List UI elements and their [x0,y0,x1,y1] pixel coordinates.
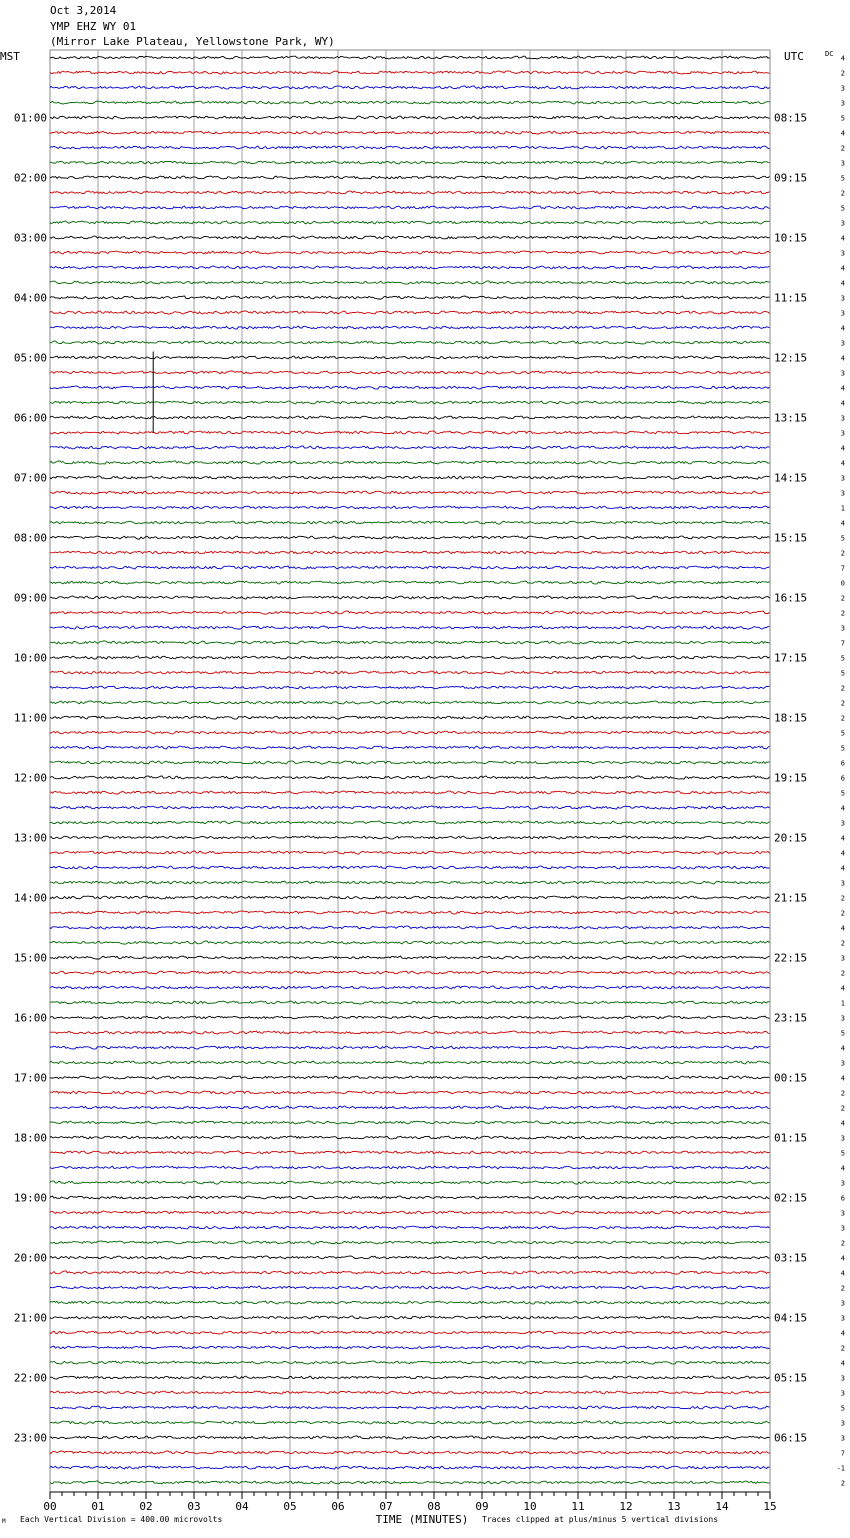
dc-offset-label: 3 [840,1179,845,1188]
dc-offset-label: 2 [840,69,845,78]
dc-offset-label: 4 [840,399,845,408]
utc-hour-label: 20:15 [774,831,808,845]
trace-row [50,146,770,149]
dc-offset-label: 5 [840,204,845,213]
utc-hour-label: 09:15 [774,171,808,185]
dc-offset-label: 4 [840,384,845,393]
trace-row [50,911,770,914]
dc-offset-label: 4 [840,1359,845,1368]
dc-offset-label: 3 [840,954,845,963]
dc-offset-label: 4 [840,264,845,273]
trace-row [50,731,770,734]
mst-hour-label: 14:00 [13,891,47,905]
mst-hour-label: 16:00 [13,1011,47,1025]
trace-row [50,1466,770,1469]
x-tick-label: 00 [43,1500,57,1513]
utc-hour-label: 05:15 [774,1371,808,1385]
trace-row [50,1316,770,1319]
x-tick-label: 04 [235,1500,249,1513]
trace-row [50,1211,770,1214]
dc-offset-label: 6 [840,774,845,783]
trace-row [50,326,770,329]
dc-offset-label: 1 [840,504,845,513]
trace-row [50,1181,770,1184]
dc-offset-label: 3 [840,1299,845,1308]
trace-row [50,1346,770,1349]
dc-offset-label: 3 [840,1209,845,1218]
utc-hour-label: 15:15 [774,531,808,545]
trace-row [50,1451,770,1454]
x-tick-label: 09 [475,1500,489,1513]
mst-hour-label: 17:00 [13,1071,47,1085]
dc-offset-label: 1 [840,999,845,1008]
dc-offset-label: 2 [840,144,845,153]
mst-hour-label: 22:00 [13,1371,47,1385]
mst-hour-label: 11:00 [13,711,47,725]
dc-offset-label: 2 [840,1104,845,1113]
trace-row [50,1151,770,1154]
dc-offset-label: 3 [840,1059,845,1068]
corner-mark: M [2,1518,6,1525]
dc-offset-label: 2 [840,1284,845,1293]
trace-row [50,656,770,659]
trace-row [50,671,770,674]
trace-row [50,1421,770,1424]
x-tick-label: 05 [283,1500,297,1513]
utc-hour-label: 06:15 [774,1431,808,1445]
mst-hour-label: 09:00 [13,591,47,605]
dc-offset-label: 3 [840,1389,845,1398]
header-date: Oct 3,2014 [50,4,117,17]
x-tick-label: 11 [571,1500,585,1513]
x-tick-label: 12 [619,1500,633,1513]
utc-hour-label: 00:15 [774,1071,808,1085]
trace-row [50,116,770,119]
trace-row [50,596,770,599]
dc-offset-label: 3 [840,294,845,303]
dc-offset-label: 3 [840,1014,845,1023]
trace-row [50,506,770,509]
dc-offset-label: 3 [840,1314,845,1323]
dc-offset-label: 2 [840,939,845,948]
dc-offset-label: 3 [840,429,845,438]
dc-offset-label: 4 [840,1254,845,1263]
utc-hour-label: 11:15 [774,291,808,305]
trace-row [50,1271,770,1274]
x-tick-label: 02 [139,1500,153,1513]
dc-offset-label: 6 [840,1194,845,1203]
trace-row [50,491,770,494]
trace-row [50,1031,770,1034]
dc-offset-label: 2 [840,894,845,903]
dc-offset-label: 5 [840,534,845,543]
trace-row [50,1481,770,1484]
dc-offset-label: 3 [840,309,845,318]
trace-row [50,971,770,974]
trace-row [50,1076,770,1079]
trace-row [50,191,770,194]
dc-offset-label: 3 [840,339,845,348]
trace-row [50,446,770,449]
dc-offset-label: 3 [840,84,845,93]
trace-row [50,1286,770,1289]
dc-axis-label: DC [825,50,834,58]
trace-row [50,476,770,479]
trace-row [50,761,770,764]
trace-row [50,1406,770,1409]
dc-offset-label: 4 [840,834,845,843]
trace-row [50,1331,770,1334]
mst-hour-label: 07:00 [13,471,47,485]
clip-note: Traces clipped at plus/minus 5 vertical divisions [482,1515,719,1524]
dc-offset-label: 5 [840,1404,845,1413]
dc-offset-label: 2 [840,1089,845,1098]
trace-row [50,1391,770,1394]
trace-row [50,611,770,614]
dc-offset-label: 4 [840,864,845,873]
dc-offset-label: 5 [840,174,845,183]
utc-hour-label: 02:15 [774,1191,808,1205]
utc-hour-label: 12:15 [774,351,808,365]
dc-offset-label: 4 [840,1044,845,1053]
utc-hour-label: 03:15 [774,1251,808,1265]
dc-offset-label: 4 [840,129,845,138]
trace-row [50,1361,770,1364]
trace-row [50,251,770,254]
dc-offset-label: 0 [840,579,845,588]
x-tick-label: 03 [187,1500,201,1513]
utc-hour-label: 01:15 [774,1131,808,1145]
trace-row [50,1001,770,1004]
dc-offset-label: 4 [840,1074,845,1083]
dc-offset-label: 7 [840,639,845,648]
trace-row [50,626,770,629]
trace-row [50,821,770,824]
dc-offset-label: 3 [840,249,845,258]
trace-row [50,176,770,179]
utc-hour-label: 14:15 [774,471,808,485]
trace-row [50,956,770,959]
dc-offset-label: 2 [840,909,845,918]
dc-offset-label: 2 [840,684,845,693]
trace-row [50,926,770,929]
dc-offset-label: 2 [840,714,845,723]
dc-offset-label: 4 [840,279,845,288]
trace-row [50,266,770,269]
dc-offset-label: 4 [840,1329,845,1338]
x-tick-label: 13 [667,1500,681,1513]
mst-hour-label: 10:00 [13,651,47,665]
trace-row [50,1436,770,1439]
trace-row [50,551,770,554]
x-tick-label: 10 [523,1500,537,1513]
trace-row [50,311,770,314]
dc-offset-label: 4 [840,324,845,333]
dc-offset-label: 3 [840,219,845,228]
trace-row [50,431,770,434]
mst-hour-label: 21:00 [13,1311,47,1325]
dc-offset-label: 5 [840,729,845,738]
dc-offset-label: 4 [840,1164,845,1173]
dc-offset-label: 7 [840,564,845,573]
trace-row [50,1166,770,1169]
dc-offset-label: 4 [840,354,845,363]
mst-hour-label: 08:00 [13,531,47,545]
x-tick-label: 08 [427,1500,441,1513]
mst-hour-label: 23:00 [13,1431,47,1445]
dc-offset-label: 3 [840,1434,845,1443]
dc-offset-label: 4 [840,444,845,453]
trace-row [50,581,770,584]
dc-offset-label: 4 [840,804,845,813]
trace-row [50,536,770,539]
dc-offset-label: 5 [840,114,845,123]
dc-offset-label: 7 [840,1449,845,1458]
trace-row [50,1376,770,1379]
trace-row [50,701,770,704]
trace-row [50,1136,770,1139]
trace-row [50,1121,770,1124]
dc-offset-label: 3 [840,369,845,378]
trace-row [50,161,770,164]
dc-offset-label: 2 [840,969,845,978]
utc-axis-label: UTC [784,50,804,63]
trace-row [50,776,770,779]
x-tick-label: 15 [763,1500,777,1513]
dc-offset-label: 2 [840,609,845,618]
x-axis-label: TIME (MINUTES) [375,1513,469,1526]
dc-offset-label: 3 [840,1374,845,1383]
mst-hour-label: 18:00 [13,1131,47,1145]
dc-offset-label: 3 [840,1134,845,1143]
dc-offset-label: 5 [840,654,845,663]
trace-row [50,341,770,344]
utc-hour-label: 17:15 [774,651,808,665]
trace-row [50,461,770,464]
dc-offset-label: 3 [840,624,845,633]
trace-row [50,296,770,299]
utc-hour-label: 13:15 [774,411,808,425]
x-tick-label: 14 [715,1500,729,1513]
dc-offset-label: 2 [840,1344,845,1353]
dc-offset-label: 5 [840,789,845,798]
trace-row [50,941,770,944]
utc-hour-label: 16:15 [774,591,808,605]
trace-row [50,866,770,869]
dc-offset-label: -1 [836,1464,845,1473]
mst-hour-label: 04:00 [13,291,47,305]
dc-offset-label: 5 [840,1029,845,1038]
dc-offset-label: 2 [840,594,845,603]
trace-row [50,566,770,569]
mst-hour-label: 12:00 [13,771,47,785]
dc-offset-label: 3 [840,489,845,498]
dc-offset-label: 4 [840,519,845,528]
utc-hour-label: 18:15 [774,711,808,725]
dc-offset-label: 4 [840,54,845,63]
trace-row [50,896,770,899]
dc-offset-label: 4 [840,849,845,858]
header-location: (Mirror Lake Plateau, Yellowstone Park, WY) [50,35,335,48]
dc-offset-label: 3 [840,819,845,828]
dc-offset-label: 3 [840,1419,845,1428]
utc-hour-label: 04:15 [774,1311,808,1325]
trace-row [50,881,770,884]
mst-hour-label: 15:00 [13,951,47,965]
dc-offset-label: 3 [840,159,845,168]
utc-hour-label: 08:15 [774,111,808,125]
trace-row [50,101,770,104]
utc-hour-label: 22:15 [774,951,808,965]
dc-offset-label: 4 [840,1119,845,1128]
utc-hour-label: 19:15 [774,771,808,785]
trace-row [50,521,770,524]
trace-row [50,686,770,689]
dc-offset-label: 4 [840,1269,845,1278]
x-tick-label: 06 [331,1500,345,1513]
trace-row [50,236,770,239]
mst-hour-label: 03:00 [13,231,47,245]
dc-offset-label: 5 [840,669,845,678]
trace-row [50,206,770,209]
mst-hour-label: 02:00 [13,171,47,185]
trace-row [50,716,770,719]
mst-hour-label: 05:00 [13,351,47,365]
mst-hour-label: 19:00 [13,1191,47,1205]
trace-row [50,1196,770,1199]
dc-offset-label: 2 [840,1479,845,1488]
mst-hour-label: 01:00 [13,111,47,125]
x-tick-label: 01 [91,1500,105,1513]
dc-offset-label: 2 [840,189,845,198]
dc-offset-label: 2 [840,699,845,708]
x-tick-label: 07 [379,1500,393,1513]
trace-row [50,851,770,854]
trace-row [50,1106,770,1109]
trace-row [50,1091,770,1094]
trace-row [50,86,770,89]
dc-offset-label: 2 [840,1239,845,1248]
trace-row [50,56,770,59]
trace-row [50,986,770,989]
trace-row [50,746,770,749]
trace-row [50,806,770,809]
dc-offset-label: 5 [840,744,845,753]
trace-row [50,416,770,419]
utc-hour-label: 23:15 [774,1011,808,1025]
mst-axis-label: MST [0,50,20,63]
trace-row [50,356,770,359]
dc-offset-label: 3 [840,414,845,423]
dc-offset-label: 3 [840,879,845,888]
trace-row [50,1301,770,1304]
trace-row [50,371,770,374]
utc-hour-label: 10:15 [774,231,808,245]
dc-offset-label: 4 [840,459,845,468]
trace-row [50,281,770,284]
trace-row [50,221,770,224]
trace-row [50,1226,770,1229]
trace-row [50,386,770,389]
trace-row [50,641,770,644]
header-station: YMP EHZ WY 01 [50,20,137,33]
scale-note: Each Vertical Division = 400.00 microvolts [20,1515,223,1524]
trace-row [50,836,770,839]
trace-row [50,1061,770,1064]
trace-row [50,1241,770,1244]
trace-row [50,1256,770,1259]
trace-row [50,71,770,74]
dc-offset-label: 6 [840,759,845,768]
dc-offset-label: 3 [840,99,845,108]
dc-offset-label: 4 [840,924,845,933]
dc-offset-label: 2 [840,549,845,558]
trace-row [50,791,770,794]
utc-hour-label: 21:15 [774,891,808,905]
dc-offset-label: 3 [840,1224,845,1233]
dc-offset-label: 4 [840,234,845,243]
dc-offset-label: 5 [840,1149,845,1158]
mst-hour-label: 13:00 [13,831,47,845]
dc-offset-label: 3 [840,474,845,483]
trace-row [50,131,770,134]
mst-hour-label: 20:00 [13,1251,47,1265]
trace-row [50,401,770,404]
dc-offset-label: 4 [840,984,845,993]
trace-row [50,1016,770,1019]
mst-hour-label: 06:00 [13,411,47,425]
trace-row [50,1046,770,1049]
